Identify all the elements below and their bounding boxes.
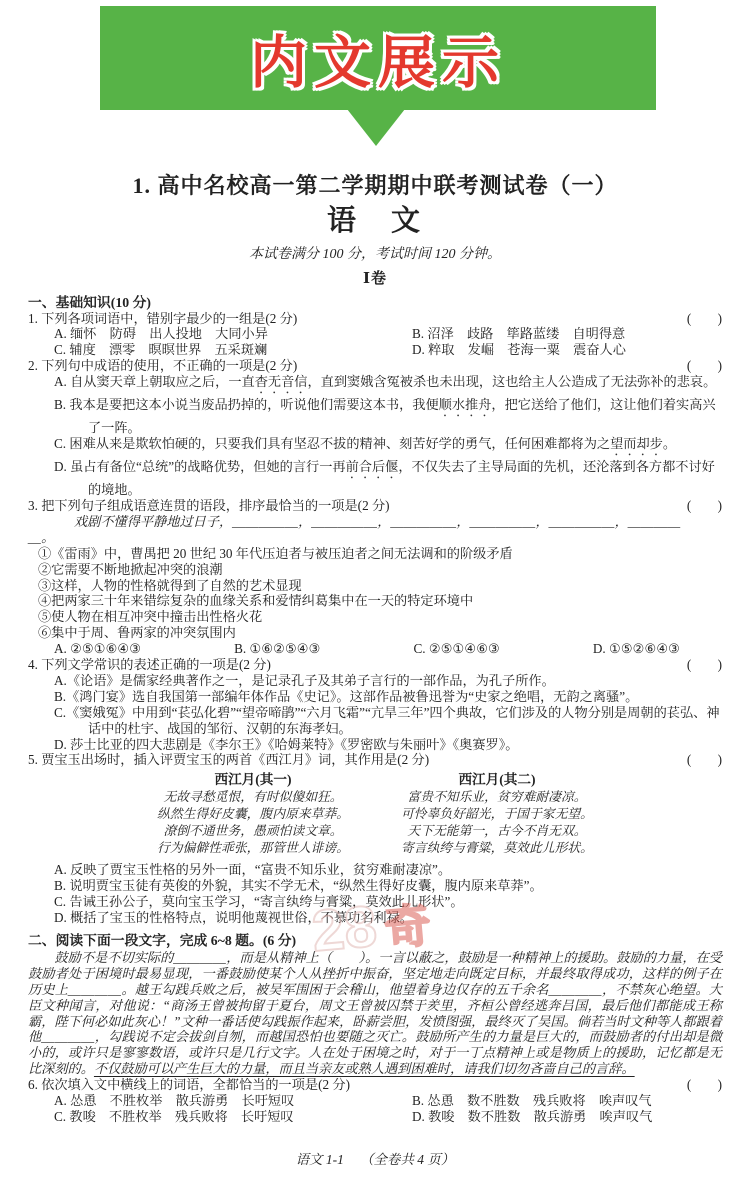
- q3-options: [28, 641, 722, 657]
- q6-option-d: D. 教唆 数不胜数 散兵游勇 唉声叹气: [412, 1108, 653, 1124]
- q2-option-b-text: B. 我本是要把这本小说当废品扔掉的，听说他们需要这本书，我便: [54, 397, 439, 413]
- banner-title: 内文展示: [250, 31, 506, 95]
- passage-text: 鼓励不是不切实际的＿＿＿＿，而是从精神上（ ）。一言以蔽之，鼓励是一种精神上的援助。鼓励的力量，在受鼓励者处于困境时最易显现，一番鼓励使某个人从挫折中振奋，坚定地走向既定目标，并最终取得成功，这样的例子在历史上＿＿＿＿。越王勾践兵败之后，被吴军围困于会稽山，他望着身边仅存的五千余名＿＿＿＿，不禁灰心绝望。大臣文种闻言，对他说：“商汤王曾被拘留于夏台，周文王曾被囚禁于羑里，齐桓公曾经逃奔吕国，最后他们都能成王称霸，陛下何必如此灰心！”文种一番话使勾践振作起来，卧薪尝胆，发愤图强，最终灭了吴国。倘若当时文种等人都跟着他＿＿＿＿，勾践说不定会拔剑自刎，而越国恐怕也要随之灭亡。鼓励所产生的力量是巨大的，而鼓励者的付出却是微小的，或许只是寥寥数语，或许只是几行文字。人在处于困境之时，对于一丁点精神上或是物质上的援助，记忆都是无比深刻的。: [28, 949, 722, 1077]
- watermark-number: 28: [309, 893, 380, 965]
- q3-lead-sentence: [28, 514, 722, 546]
- subject-title: 语 文: [326, 204, 423, 237]
- q3-sentence-2: ②它需要不断地掀起冲突的浪潮: [38, 561, 223, 577]
- xijiangyue-poems: [28, 771, 722, 857]
- poem2-line: 富贵不知乐业，贫穷难耐凄凉。: [407, 790, 587, 805]
- q1-stem: 1. 下列各项词语中，错别字最少的一组是(2 分): [28, 310, 298, 326]
- reading-passage: [28, 950, 722, 1077]
- q4: [28, 657, 722, 673]
- q6-option-c: C. 教唆 不胜枚举 残兵败将 长吁短叹: [54, 1108, 294, 1124]
- q1-option-d: D. 粹取 发崛 苍海一粟 震奋人心: [412, 342, 626, 358]
- poem2-line: 寄言纨绔与膏粱，莫效此儿形状。: [401, 841, 593, 856]
- banner-pointer-icon: [347, 109, 405, 146]
- poem2-line: 可怜辜负好韶光，于国于家无望。: [401, 807, 593, 822]
- section2-heading: 二、阅读下面一段文字，完成 6~8 题。(6 分): [28, 933, 297, 948]
- poem1-line: 行为偏僻性乖张，那管世人诽谤。: [157, 841, 349, 856]
- q4-answer-bracket: ( ): [686, 657, 722, 673]
- poem1-title: 西江月(其一): [214, 772, 292, 788]
- q3: [28, 498, 722, 514]
- banner: [100, 6, 656, 110]
- passage-underlined-sentence: 不仅鼓励可以产生巨大的力量，而且当亲友或熟人遇到困难时，请我们切勿吝啬自己的言辞。: [93, 1061, 635, 1077]
- q3-sentence-list: [28, 546, 722, 641]
- q2: [28, 358, 722, 374]
- poem2-title: 西江月(其二): [458, 772, 536, 788]
- q3-sentence-1: ①《雷雨》中，曹禺把 20 世纪 30 年代压迫者与被压迫者之间无法调和的阶级矛盾: [38, 545, 513, 561]
- q6-answer-bracket: ( ): [686, 1077, 722, 1093]
- q2-option-b-idiom: 顺水推舟: [438, 397, 492, 413]
- q3-option-b: B. ①⑥②⑤④③: [234, 641, 321, 657]
- q1-option-c: C. 辅度 漂零 暝暝世界 五采斑斓: [54, 342, 268, 358]
- q6-stem: 6. 依次填入文中横线上的词语，全都恰当的一项是(2 分): [28, 1077, 350, 1093]
- q5: [28, 752, 722, 768]
- q1-options: [28, 326, 722, 358]
- q2-option-a: [28, 374, 722, 397]
- q2-option-d-text: D. 虽占有备位“总统”的战略优势，但她的言行一再: [54, 459, 346, 475]
- q4-option-b: B.《鸿门宴》选自我国第一部编年体作品《史记》。这部作品被鲁迅誉为“史家之绝唱，无韵之离骚”。: [54, 688, 639, 704]
- q5-answer-bracket: ( ): [686, 752, 722, 768]
- poem-xijiangyue-2: [401, 771, 593, 857]
- q2-option-d-rest: ，不仅失去了主导局面的先机，还沦落到各方都不讨好的境地。: [88, 459, 715, 498]
- q3-sentence-5: ⑤使人物在相互冲突中撞击出性格火花: [38, 609, 263, 625]
- q2-option-d: [28, 459, 722, 498]
- q6: [28, 1077, 722, 1093]
- q6-option-a: A. 怂恿 不胜枚举 散兵游勇 长吁短叹: [54, 1093, 295, 1109]
- q2-stem: 2. 下列句中成语的使用，不正确的一项是(2 分): [28, 358, 298, 374]
- q1-option-b: B. 沼泽 歧路 筚路蓝缕 自明得意: [412, 326, 626, 342]
- q5-option-b: B. 说明贾宝玉徒有英俊的外貌，其实不学无术，“纵然生得好皮囊，腹内原来草莽”。: [54, 878, 543, 894]
- exam-note: 本试卷满分 100 分，考试时间 120 分钟。: [249, 246, 501, 262]
- q2-option-d-idiom: 前合后偃: [345, 459, 399, 475]
- volume-label: Ⅰ卷: [362, 270, 388, 287]
- q3-sentence-6: ⑥集中于周、鲁两家的冲突氛围内: [38, 625, 236, 641]
- q2-option-a-idiom: 杳无音信: [254, 374, 308, 390]
- q2-option-b-rest: ，把它送给了他们，这让他们着实高兴了一阵。: [88, 397, 716, 436]
- page-footer: [28, 1152, 722, 1168]
- q4-option-d: D. 莎士比亚的四大悲剧是《李尔王》《哈姆莱特》《罗密欧与朱丽叶》《奥赛罗》。: [54, 736, 519, 752]
- poem1-line: 无故寻愁觅恨，有时似傻如狂。: [163, 790, 343, 805]
- q6-option-b: B. 怂恿 数不胜数 残兵败将 唉声叹气: [412, 1093, 652, 1109]
- q2-option-c: [28, 436, 722, 459]
- q5-stem: 5. 贾宝玉出场时，插入评贾宝玉的两首《西江月》词，其作用是(2 分): [28, 752, 430, 768]
- q6-options: [28, 1093, 722, 1125]
- q5-option-a: A. 反映了贾宝玉性格的另外一面，“富贵不知乐业，贫穷难耐凄凉”。: [54, 862, 452, 878]
- q2-option-a-text: A. 自从窦天章上朝取应之后，一直: [54, 374, 255, 390]
- q3-option-a: A. ②⑤①⑥④③: [54, 641, 142, 657]
- q3-sentence-3: ③这样，人物的性格就得到了自然的艺术显现: [38, 577, 302, 593]
- banner-container: [0, 0, 750, 150]
- q3-option-c: C. ②⑤①④⑥③: [413, 641, 500, 657]
- q3-sentence-4: ④把两家三十年来错综复杂的血缘关系和爱情纠葛集中在一天的特定环境中: [38, 593, 474, 609]
- q3-stem: 3. 把下列句子组成语意连贯的语段，排序最恰当的一项是(2 分): [28, 497, 390, 513]
- q4-stem: 4. 下列文学常识的表述正确的一项是(2 分): [28, 657, 271, 673]
- footer-total-pages: （全卷共 4 页）: [359, 1151, 455, 1167]
- poem1-line: 纵然生得好皮囊，腹内原来草莽。: [157, 807, 349, 822]
- poem1-line: 潦倒不通世务，愚顽怕读文章。: [163, 824, 343, 839]
- poem2-line: 天下无能第一，古今不肖无双。: [407, 824, 587, 839]
- q1-option-a: A. 缅怀 防碍 出人投地 大同小异: [54, 326, 268, 342]
- q3-lead-line1: 戏剧不懂得平静地过日子，＿＿＿＿＿，＿＿＿＿＿，＿＿＿＿＿，＿＿＿＿＿，＿＿＿＿＿，＿＿＿＿: [74, 513, 681, 529]
- q1-answer-bracket: ( ): [686, 310, 722, 326]
- q3-answer-bracket: ( ): [686, 497, 722, 513]
- q1: [28, 311, 722, 327]
- q3-option-d: D. ①⑤②⑥④③: [592, 641, 680, 657]
- q5-option-c: C. 告诫王孙公子，莫向宝玉学习，“寄言纨绔与膏粱，莫效此儿形状”。: [54, 894, 464, 910]
- q2-answer-bracket: ( ): [686, 358, 722, 374]
- q2-option-b: [28, 397, 722, 436]
- q2-option-c-text: C. 困难从来是欺软怕硬的，只要我们具有坚忍不拔的精神、刻苦好学的勇气，任何困难都将为之: [54, 436, 611, 452]
- q4-option-a: A.《论语》是儒家经典著作之一，是记录孔子及其弟子言行的一部作品，为孔子所作。: [54, 672, 555, 688]
- footer-page-label: 语文 1-1: [295, 1151, 344, 1167]
- section1-heading: 一、基础知识(10 分): [28, 294, 152, 310]
- q5-option-d: D. 概括了宝玉的性格特点，说明他蔑视世俗，不慕功名利禄。: [54, 910, 413, 926]
- paper-title: 1. 高中名校高一第二学期期中联考测试卷（一）: [132, 173, 618, 198]
- q2-option-c-idiom: 望而却步: [610, 436, 663, 452]
- q2-option-a-rest: ，直到窦娥含冤被杀也未出现，这也给主人公造成了无法弥补的悲哀。: [307, 374, 717, 390]
- poem-xijiangyue-1: [157, 771, 349, 857]
- watermark-char: 奇: [382, 898, 433, 955]
- q3-lead-line2: ＿。: [28, 529, 55, 545]
- q2-option-c-rest: 。: [662, 436, 677, 452]
- q4-option-c: C.《窦娥冤》中用到“苌弘化碧”“望帝啼鹃”“六月飞霜”“亢旱三年”四个典故，它们涉及的人物分别是周朝的苌弘、神话中的杜宇、战国的邹衍、汉朝的东海孝妇。: [54, 704, 720, 736]
- exam-content: [28, 173, 722, 1168]
